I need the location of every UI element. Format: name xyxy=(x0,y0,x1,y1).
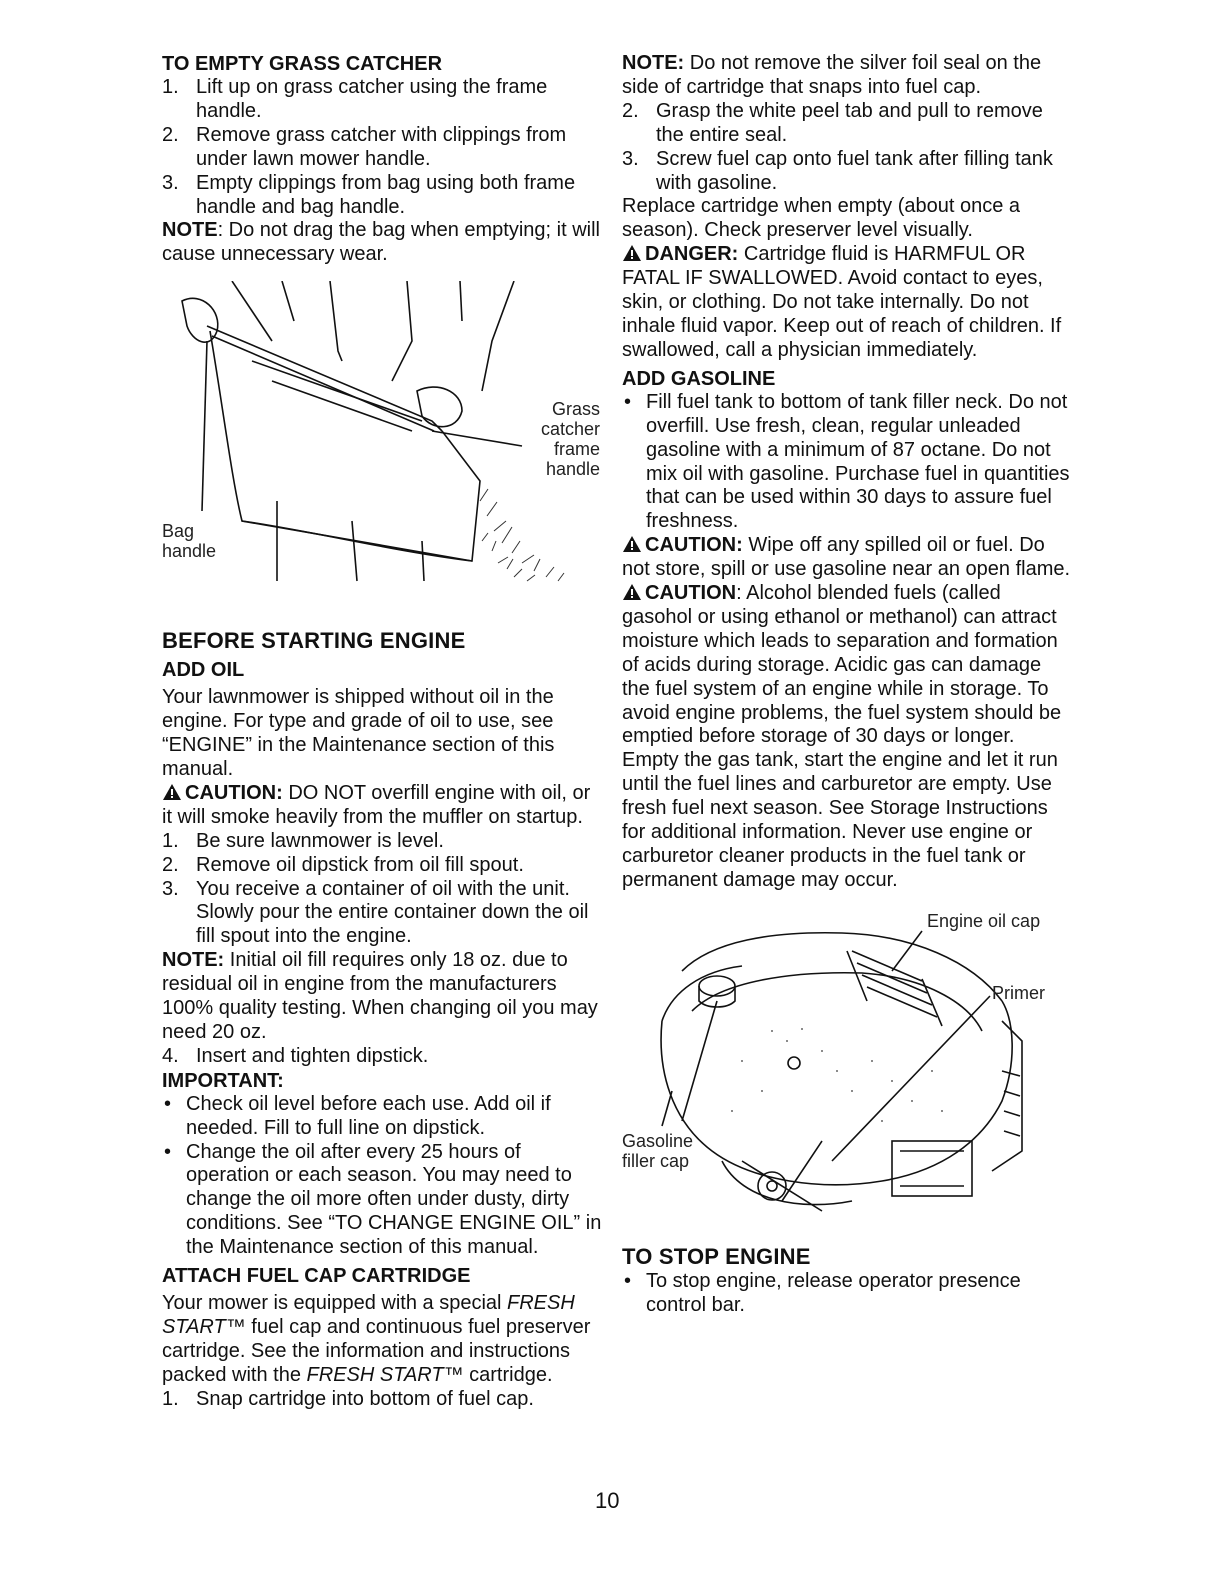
list-item: 1. Lift up on grass catcher using the frame handle. xyxy=(162,76,548,122)
left-column xyxy=(162,52,602,1412)
stop-engine-title: TO STOP ENGINE xyxy=(622,1243,811,1269)
oil-caution: CAUTION: DO NOT overfill engine with oil, or it will smoke heavily from the muffler on startup. xyxy=(162,781,591,828)
warning-icon xyxy=(622,535,642,553)
alcohol-fuel-caution: CAUTION: Alcohol blended fuels (called gasohol or using ethanol or methanol) can attract moisture which leads to separation and formation of acids during storage. Acidic gas can damage the fuel system of an engine while in storage. To avoid engine problems, the fuel system should be emptied before storage of 30 days or longer. Empty the gas tank, start the engine and let it run until the fuel lines and carburetor are empty. Use fresh fuel next season. See Storage Instructions for additional information. Never use engine or carburetor cleaner products in the fuel tank or permanent damage may occur. xyxy=(622,582,1062,891)
list-item: 3. You receive a container of oil with the unit. Slowly pour the entire container down the oil fill spout into the engine. xyxy=(162,877,589,948)
grass-catcher-figure xyxy=(162,281,602,611)
empty-catcher-title: TO EMPTY GRASS CATCHER xyxy=(162,53,443,75)
fuel-cap-steps xyxy=(162,1388,602,1412)
important-label: IMPORTANT: xyxy=(162,1069,284,1092)
right-column xyxy=(622,52,1072,1318)
warning-icon xyxy=(162,783,182,801)
fuel-cap-title: ATTACH FUEL CAP CARTRIDGE xyxy=(162,1265,471,1288)
bag-handle-label: Bag handle xyxy=(162,521,217,562)
add-gasoline-title: ADD GASOLINE xyxy=(622,367,776,390)
gasoline-filler-cap-label: Gasoline filler cap xyxy=(622,1130,694,1171)
primer-label: Primer xyxy=(992,982,1045,1003)
add-oil-steps xyxy=(162,830,602,950)
add-oil-intro: Your lawnmower is shipped without oil in the engine. For type and grade of oil to use, see “ENGINE” in the Maintenance section of this manual. xyxy=(162,686,555,780)
list-item: 2. Grasp the white peel tab and pull to remove the entire seal. xyxy=(622,99,1043,146)
list-item: 2. Remove grass catcher with clippings from under lawn mower handle. xyxy=(162,123,567,170)
danger-warning: DANGER: Cartridge fluid is HARMFUL OR FATAL IF SWALLOWED. Avoid contact to eyes, skin, or clothing. Do not take internally. Do not inhale fluid vapor. Keep out of reach of children. If swallowed, call a physician immediately. xyxy=(622,243,1062,361)
engine-oil-cap-label: Engine oil cap xyxy=(927,910,1041,931)
before-starting-title: BEFORE STARTING ENGINE xyxy=(162,628,466,654)
engine-figure xyxy=(622,911,1072,1231)
warning-icon xyxy=(622,583,642,601)
list-item: 2. Remove oil dipstick from oil fill spout. xyxy=(162,853,524,876)
fuel-cap-steps-cont xyxy=(622,100,1072,196)
list-item: 4. Insert and tighten dipstick. xyxy=(162,1044,429,1067)
list-item: • To stop engine, release operator presence control bar. xyxy=(624,1269,1021,1316)
important-list xyxy=(162,1093,602,1260)
list-item: 3. Screw fuel cap onto fuel tank after filling tank with gasoline. xyxy=(622,147,1053,194)
replace-cartridge-text: Replace cartridge when empty (about once a season). Check preserver level visually. xyxy=(622,195,1021,242)
stop-engine-list xyxy=(622,1270,1072,1318)
add-oil-title: ADD OIL xyxy=(162,659,245,682)
foil-seal-note: NOTE: Do not remove the silver foil seal on the side of cartridge that snaps into fuel cap. xyxy=(622,52,1042,98)
spill-caution: CAUTION: Wipe off any spilled oil or fuel. Do not store, spill or use gasoline near an open flame. xyxy=(622,534,1071,581)
warning-icon xyxy=(622,244,642,262)
list-item: • Fill fuel tank to bottom of tank filler neck. Do not overfill. Use fresh, clean, regular unleaded gasoline with a minimum of 87 octane. Do not mix oil with gasoline. Purchase fuel in quantities that can be used within 30 days to assure fuel freshness. xyxy=(624,390,1070,533)
list-item: • Check oil level before each use. Add oil if needed. Fill to full line on dipstick. xyxy=(164,1092,551,1139)
engine-illustration xyxy=(622,911,1072,1231)
list-item: 3. Empty clippings from bag using both frame handle and bag handle. xyxy=(162,171,576,218)
empty-catcher-steps xyxy=(162,76,602,219)
grass-catcher-label: Grass catcher frame handle xyxy=(540,399,600,480)
list-item: 1. Be sure lawnmower is level. xyxy=(162,829,444,852)
list-item: • Change the oil after every 25 hours of operation or each season. You may need to change the oil more often under dusty, dirty conditions. See “TO CHANGE ENGINE OIL” in the Maintenance section of this manual. xyxy=(164,1140,602,1259)
oil-fill-note: NOTE: Initial oil fill requires only 18 oz. due to residual oil in engine from the manufacturers 100% quality testing. When changing oil you may need 20 oz. xyxy=(162,949,598,1043)
page-number: 10 xyxy=(595,1488,620,1513)
add-oil-step4 xyxy=(162,1045,602,1069)
empty-catcher-note: NOTE: Do not drag the bag when emptying; it will cause unnecessary wear. xyxy=(162,219,600,266)
add-gasoline-list xyxy=(622,391,1072,534)
list-item: 1. Snap cartridge into bottom of fuel cap. xyxy=(162,1387,534,1410)
fuel-cap-intro: Your mower is equipped with a special FRESH START™ fuel cap and continuous fuel preserver cartridge. See the information and instructions packed with the FRESH START™ cartridge. xyxy=(162,1292,591,1386)
